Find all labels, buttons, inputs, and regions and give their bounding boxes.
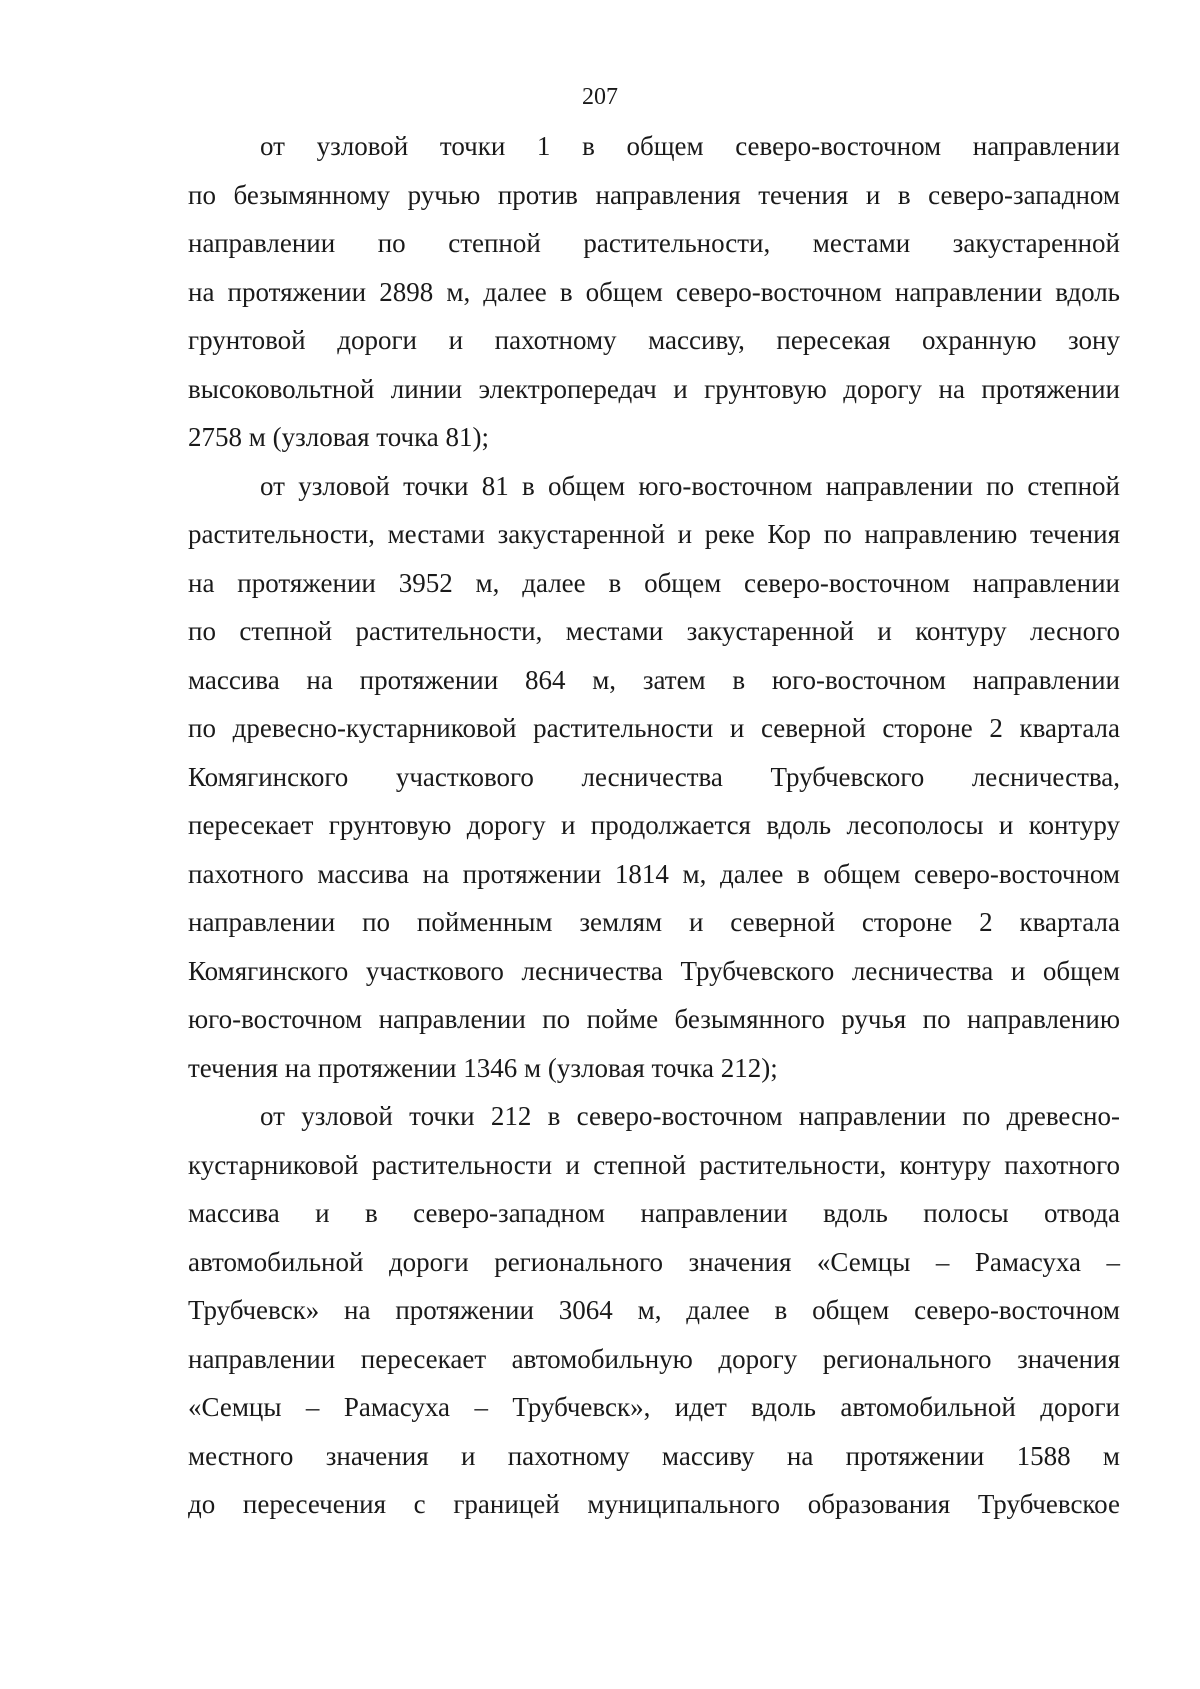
text-line: автомобильной дороги регионального значения «Семцы – Рамасуха – (188, 1246, 1120, 1277)
text-line: от узловой точки 81 в общем юго-восточном направлении по степной (260, 470, 1120, 501)
text-line: растительности, местами закустаренной и реке Кор по направлению течения (188, 519, 1120, 549)
text-line: местного значения и пахотному массиву на протяжении 1588 м (188, 1440, 1120, 1471)
text-line: направлении по пойменным землям и северной стороне 2 квартала (188, 907, 1120, 937)
text-line: на протяжении 2898 м, далее в общем северо-восточном направлении вдоль (188, 276, 1120, 307)
text-line: по древесно-кустарниковой растительности и северной стороне 2 квартала (188, 713, 1120, 743)
text-line: пахотного массива на протяжении 1814 м, далее в общем северо-восточном (188, 858, 1120, 889)
text-line: массива и в северо-западном направлении вдоль полосы отвода (188, 1198, 1120, 1228)
text-line: от узловой точки 1 в общем северо-восточном направлении (260, 131, 1120, 161)
text-line: по безымянному ручью против направления течения и в северо-западном (188, 179, 1120, 210)
text-line: Комягинского участкового лесничества Трубчевского лесничества и общем (188, 955, 1120, 986)
document-body (188, 122, 1120, 1529)
text-line: Комягинского участкового лесничества Трубчевского лесничества, (188, 761, 1120, 792)
text-line: пересекает грунтовую дорогу и продолжается вдоль лесополосы и контуру (188, 810, 1120, 840)
text-line: направлении пересекает автомобильную дорогу регионального значения (188, 1343, 1120, 1374)
text-line: до пересечения с границей муниципального образования Трубчевское (188, 1489, 1120, 1519)
text-line: от узловой точки 212 в северо-восточном направлении по древесно- (260, 1101, 1120, 1131)
text-line: Трубчевск» на протяжении 3064 м, далее в общем северо-восточном (188, 1295, 1120, 1325)
text-line: на протяжении 3952 м, далее в общем северо-восточном направлении (188, 567, 1120, 598)
text-line: высоковольтной линии электропередач и грунтовую дорогу на протяжении (188, 373, 1120, 404)
text-line: 2758 м (узловая точка 81); (188, 422, 490, 452)
paragraph-1 (188, 122, 1120, 462)
text-line: направлении по степной растительности, местами закустаренной (188, 228, 1120, 258)
text-line: грунтовой дороги и пахотному массиву, пересекая охранную зону (188, 325, 1120, 355)
text-line: кустарниковой растительности и степной растительности, контуру пахотного (188, 1149, 1120, 1180)
text-line: «Семцы – Рамасуха – Трубчевск», идет вдоль автомобильной дороги (188, 1392, 1120, 1422)
text-line: юго-восточном направлении по пойме безымянного ручья по направлению (188, 1004, 1120, 1034)
text-line: по степной растительности, местами закустаренной и контуру лесного (188, 616, 1120, 646)
text-line: массива на протяжении 864 м, затем в юго-восточном направлении (188, 664, 1120, 695)
page-number: 207 (582, 84, 618, 110)
paragraph-2 (188, 462, 1120, 1093)
text-line: течения на протяжении 1346 м (узловая точка 212); (188, 1052, 778, 1083)
paragraph-3 (188, 1092, 1120, 1529)
